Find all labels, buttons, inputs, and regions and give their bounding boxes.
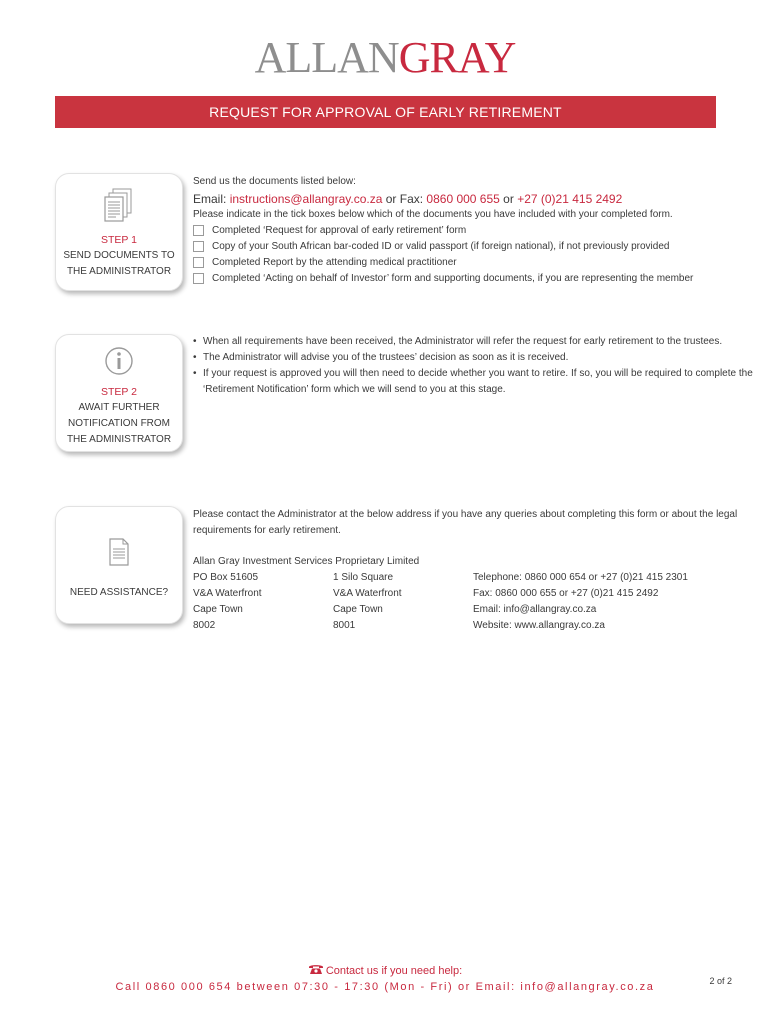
allan-gray-logo [0,33,770,82]
document-icon [107,537,131,567]
step2-bullets [193,334,753,398]
address-line: PO Box 51605 [193,572,259,583]
document-checklist [193,222,693,286]
step1-card [55,173,183,291]
postal-address [193,570,262,634]
checklist-item [193,222,693,238]
address-line: Cape Town [193,604,243,615]
checklist-item [193,254,693,270]
address-line: Cape Town [333,604,383,615]
bullet-item: • The Administrator will advise you of the trustees’ decision as soon as it is received. [193,350,753,366]
page-number: 2 of 2 [709,976,732,986]
checklist-item-label: Completed ‘Acting on behalf of Investor’ form and supporting documents, if you are representing the member [212,272,694,284]
checkbox[interactable] [193,241,204,252]
or-fax-label: or Fax: [385,192,424,206]
logo-gray: GRAY [398,33,516,82]
step1-title-line2: THE ADMINISTRATOR [66,266,172,277]
step1-number: STEP 1 [101,234,137,246]
step2-card [55,334,183,452]
fax-number: 0860 000 655 [426,192,500,206]
or-label: or [503,192,514,206]
footer-call-line: Call 0860 000 654 between 07:30 - 17:30 (Mon - Fri) or Email: info@allangray.co.za [115,981,655,993]
step2-title-line2: NOTIFICATION FROM [67,418,171,429]
email-label: Email: [193,192,227,206]
phone-icon [308,963,324,975]
checkbox[interactable] [193,225,204,236]
street-address [333,570,402,634]
fax-line: Fax: 0860 000 655 or +27 (0)21 415 2492 [473,588,659,599]
telephone-line: Telephone: 0860 000 654 or +27 (0)21 415 2301 [473,572,688,583]
logo-allan: ALLAN [254,33,399,82]
contact-details [473,570,688,634]
checklist-item-label: Completed Report by the attending medical practitioner [212,256,457,268]
step1-title-line1: SEND DOCUMENTS TO [63,250,175,261]
address-line: 8002 [193,620,216,631]
form-title-banner [55,96,716,128]
website-line[interactable]: Website: www.allangray.co.za [473,620,605,631]
step1-contact-line [193,191,622,207]
checklist-item [193,270,693,286]
address-line: V&A Waterfront [193,588,262,599]
form-title: REQUEST FOR APPROVAL OF EARLY RETIREMENT [209,104,562,120]
documents-icon [102,186,136,226]
checklist-item [193,238,693,254]
address-line: V&A Waterfront [333,588,402,599]
instructions-email-link[interactable]: instructions@allangray.co.za [229,192,383,206]
email-line[interactable]: Email: info@allangray.co.za [473,604,597,615]
checkbox[interactable] [193,257,204,268]
phone-number: +27 (0)21 415 2492 [517,192,623,206]
address-line: 1 Silo Square [333,572,394,583]
step2-number: STEP 2 [101,386,137,398]
company-name: Allan Gray Investment Services Proprietary Limited [193,556,420,567]
footer-contact [0,963,770,977]
step2-title-line3: THE ADMINISTRATOR [66,434,172,445]
step2-title-line1: AWAIT FURTHER [78,402,160,413]
checklist-item-label: Completed ‘Request for approval of early retirement’ form [212,224,467,236]
address-line: 8001 [333,620,356,631]
footer-contact-text: Contact us if you need help: [325,965,463,977]
bullet-item: • If your request is approved you will then need to decide whether you want to retire. If so, you will be required to complete the ‘Retirement Notification’ form which we will send to you at this stage. [193,366,753,398]
checklist-item-label: Copy of your South African bar-coded ID or valid passport (if foreign national), if not previously provided [212,240,670,252]
assistance-card [55,506,183,624]
step1-intro: Send us the documents listed below: [193,176,356,187]
bullet-item: • When all requirements have been received, the Administrator will refer the request for early retirement to the trustees. [193,334,753,350]
step1-instruction: Please indicate in the tick boxes below which of the documents you have included with your completed form. [193,209,673,220]
assistance-intro: Please contact the Administrator at the below address if you have any queries about completing this form or about the legal requirements for early retirement. [193,509,738,536]
info-icon [103,345,135,377]
checkbox[interactable] [193,273,204,284]
assistance-title: NEED ASSISTANCE? [69,587,169,598]
